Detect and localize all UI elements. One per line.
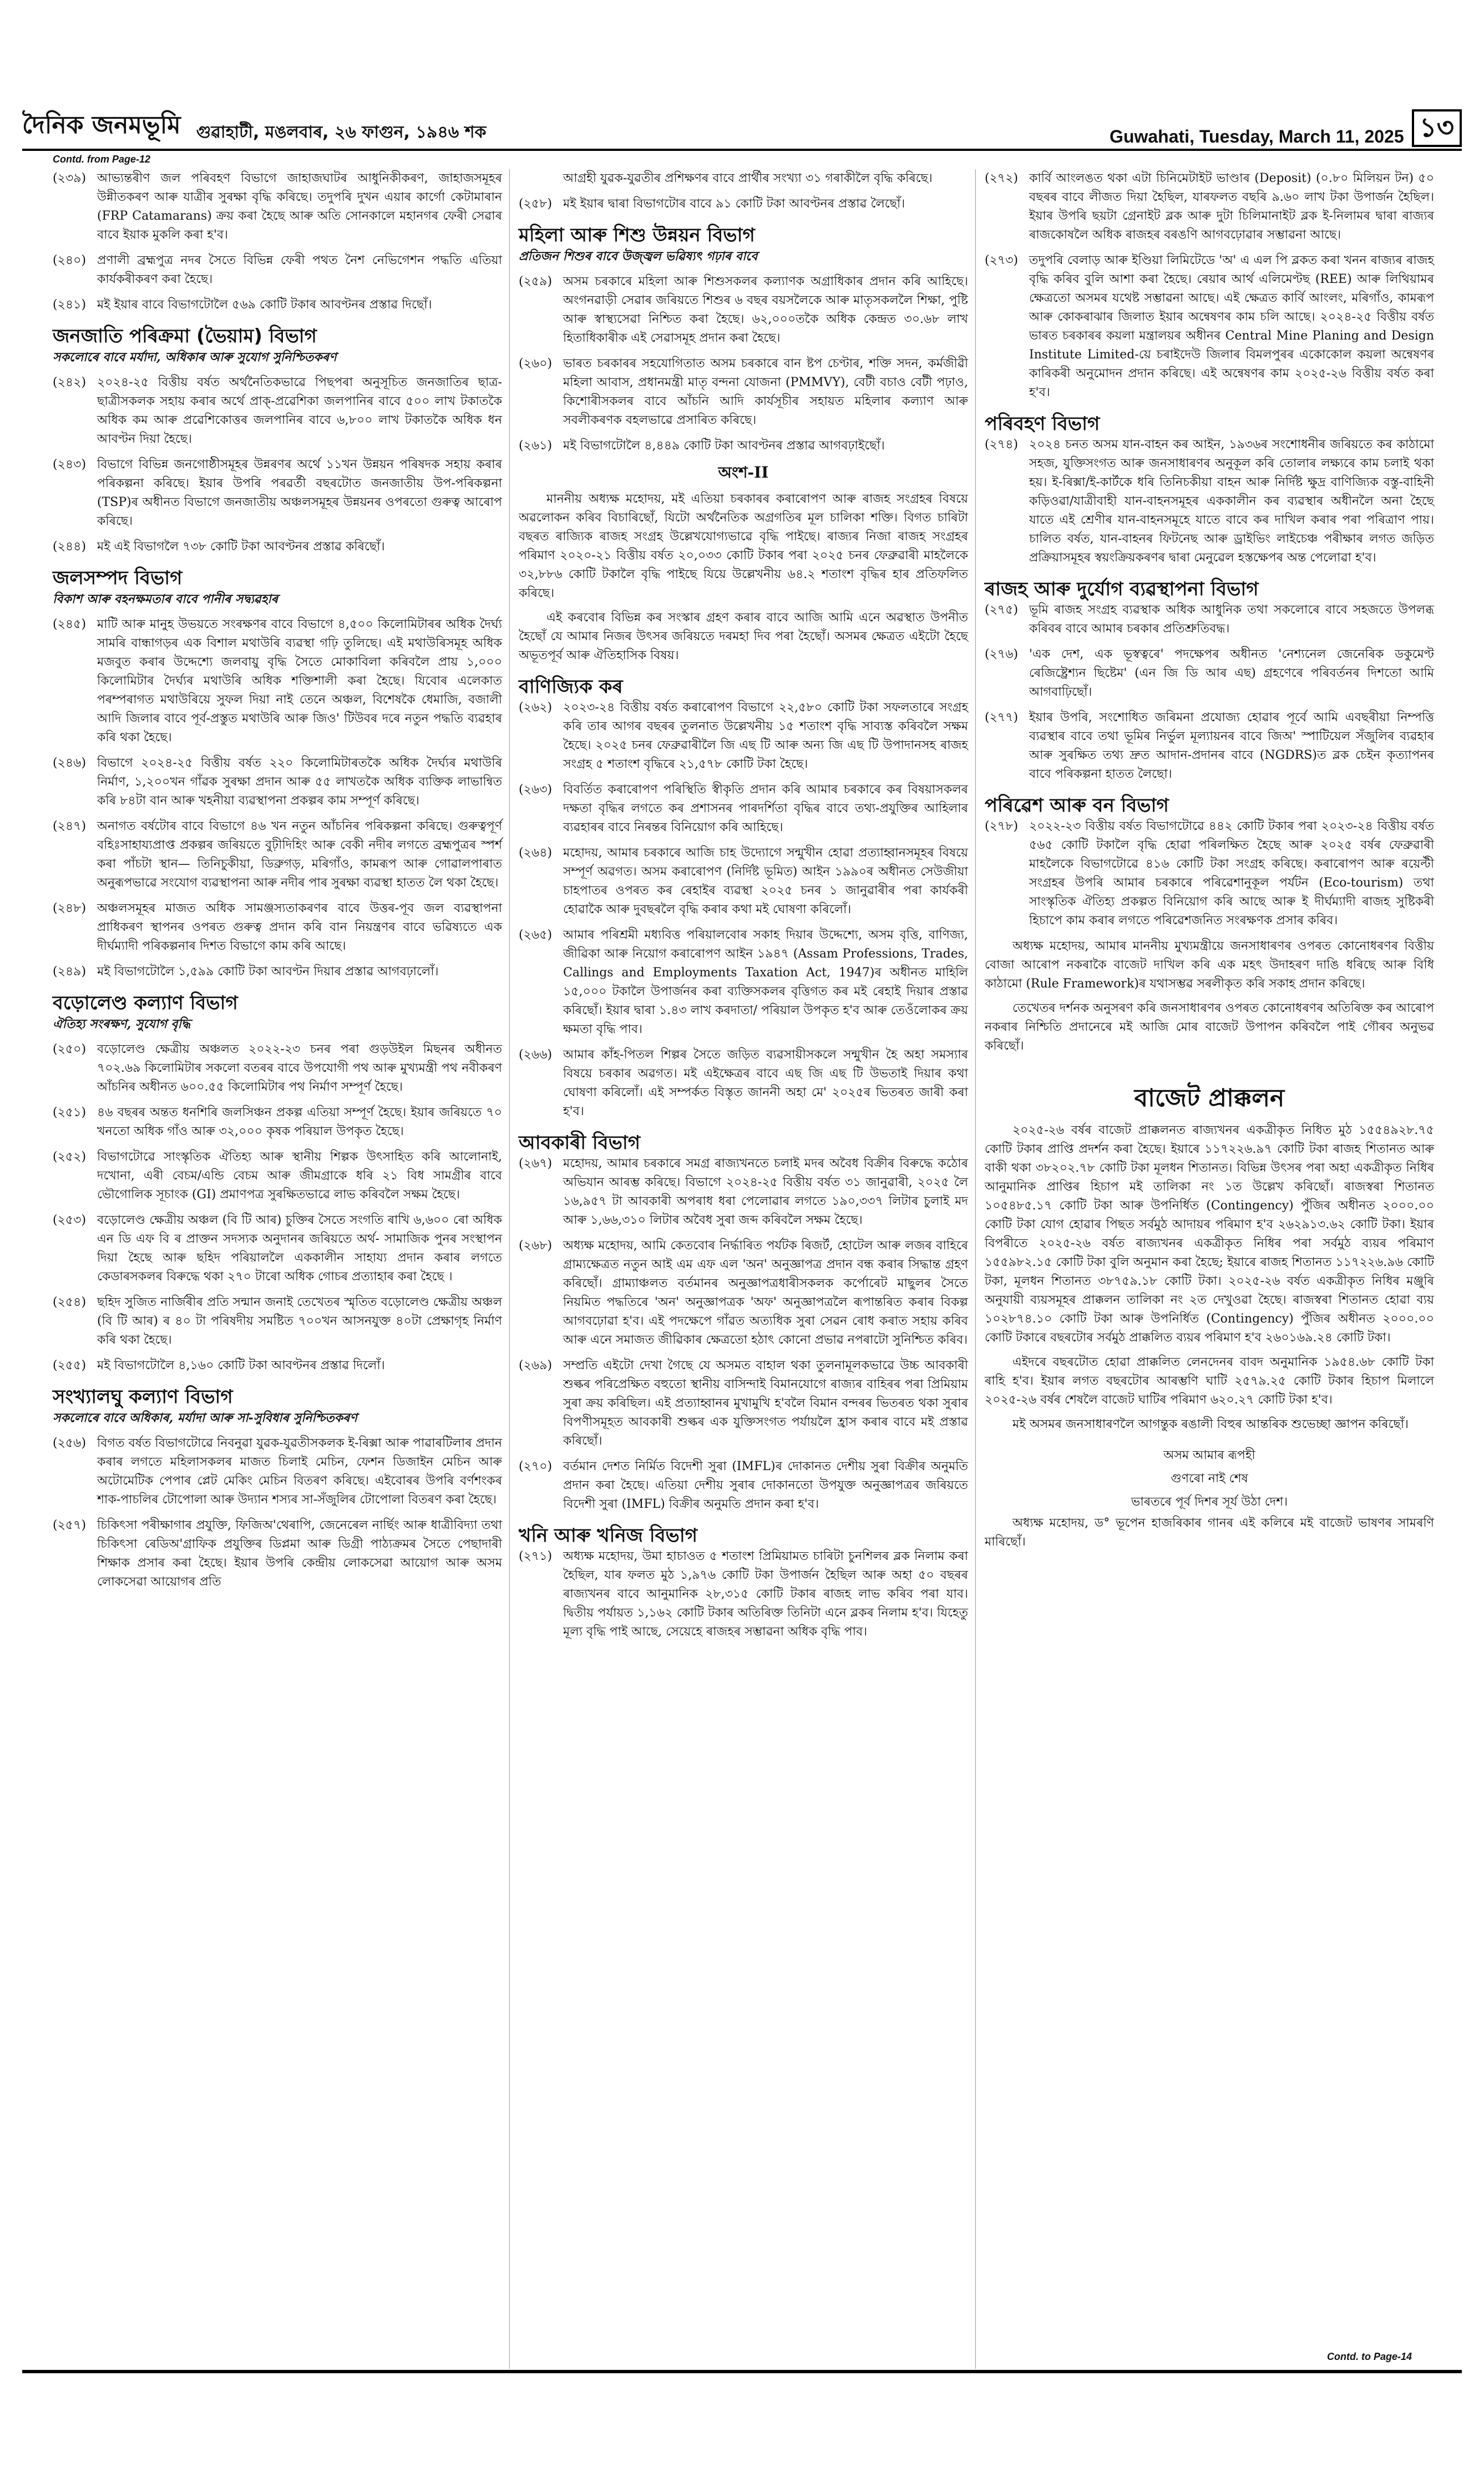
numbered-paragraph (53, 538, 502, 556)
paragraph-number: (২৭২) (985, 171, 1019, 185)
numbered-paragraph (53, 1356, 502, 1375)
numbered-paragraph (53, 817, 502, 893)
paragraph-number: (২৭৮) (985, 819, 1019, 833)
numbered-paragraph (53, 1293, 502, 1350)
numbered-list (53, 169, 502, 315)
paragraph-number: (২৪২) (53, 376, 87, 389)
numbered-paragraph (519, 1356, 968, 1451)
paragraph-text: অধ্যক্ষ মহোদয়, আমি কেতবোৰ নিৰ্দ্ধাৰিত পৰ্যটক ৰিজৰ্ট, হোটেল আৰু লজৰ বাহিৰে গ্ৰাম্যক্ষেত্ৰত নতুন আই এম এফ এল 'অন' অনুজ্ঞাপত্ৰ প্ৰদান বন্ধ কৰাৰ সিদ্ধান্ত গ্ৰহণ কৰিছোঁ। গ্ৰাম্যাঞ্চলত বৰ্তমানৰ অনুজ্ঞাপত্ৰধাৰীসকলক কৰ্পোৰেট মাছুলৰ সৈতে নিয়মিত পদ্ধতিৰে 'অন' অনুজ্ঞাপত্ৰক 'অফ' অনুজ্ঞাপত্ৰলৈ ৰূপান্তৰিত কৰাৰ বিকল্প আগবঢ়োৱা হ'ব। এই পদক্ষেপে গাঁৱত অত্যধিক সুৰা সেৱন ৰোধ কৰাত সহায় কৰিব আৰু এনে সমাজত জীৱিকাৰ ক্ষেত্ৰতো হঠাৎ কোনো প্ৰভাৱ নপৰাটো সুনিশ্চিত কৰিব। (563, 1239, 968, 1347)
page-number: ১৩ (1412, 109, 1462, 147)
column-2 (519, 169, 968, 1648)
paragraph-text: মহোদয়, আমাৰ চৰকাৰে আজি চাহ উদ্যোগে সন্মুখীন হোৱা প্ৰত্যাহ্বানসমূহৰ বিষয়ে সম্পূৰ্ণ অৱগত। অসম কৰাৰোপণ (নিৰ্দিষ্ট ভূমিত) আইন ১৯৯০ৰ অধীনত সেউজীয়া চাহপাতৰ ওপৰত কৰ ৰেহাইৰ ব্যৱস্থা ২০২৫ চনৰ ১ জানুৱাৰীৰ পৰা কাৰ্যকৰী হোৱাকৈ আৰু দুবছৰলৈ বৃদ্ধি কৰাৰ কথা মই ঘোষণা কৰিলোঁ। (563, 846, 968, 916)
paragraph-text: ভাৰত চৰকাৰৰ সহযোগিতাত অসম চৰকাৰে বান ষ্টপ চেণ্টাৰ, শক্তি সদন, কৰ্মজীৱী মহিলা আবাস, প্ৰধানমন্ত্ৰী মাতৃ বন্দনা যোজনা (PMMVY), বেটী বচাও বেটী পঢ়াও, কিশোৰীসকলৰ বাবে আঁচনি আদি কাৰ্যসূচীৰ সহায়ত মহিলাৰ কল্যাণ আৰু সবলীকৰণক বহলভাৱে প্ৰসাৰিত কৰিছে। (563, 357, 968, 427)
numbered-paragraph (53, 963, 502, 981)
masthead-right (1110, 109, 1462, 147)
header-rule (22, 149, 1462, 151)
numbered-paragraph (519, 272, 968, 348)
numbered-paragraph (519, 437, 968, 455)
paragraph-text: প্ৰণালী ব্ৰহ্মপুত্ৰ নদৰ সৈতে বিভিন্ন ফেৰী পথত নৈশ নেভিগেশন পদ্ধতি এতিয়া কাৰ্যকৰীকৰণ কৰা হৈছে। (97, 254, 502, 286)
paragraph-text: মই ইয়াৰ বাবে বিভাগটোলৈ ৫৬৯ কোটি টকাৰ আবণ্টনৰ প্ৰস্তাৱ দিছোঁ। (97, 298, 432, 312)
numbered-paragraph (519, 844, 968, 919)
paragraph-number: (২৪৯) (53, 965, 87, 979)
paragraph-number: (২৭০) (519, 1460, 553, 1473)
paragraph-number: (২৪১) (53, 298, 87, 312)
paragraph-text: বিবৰ্তিত কৰাৰোপণ পৰিস্থিতি স্বীকৃতি প্ৰদান কৰি আমাৰ চৰকাৰে কৰ বিষয়াসকলৰ দক্ষতা বৃদ্ধিৰ লগতে কৰ প্ৰশাসনৰ পাৰদৰ্শিতা বৃদ্ধিৰ বাবে তথ্য-প্ৰযুক্তিৰ আহিলাৰ ব্যৱহাৰৰ বাবে নিৰন্তৰ বিনিয়োগ কৰি আহিছে। (563, 783, 968, 834)
numbered-list (53, 615, 502, 981)
paragraph-text: বিভাগে বিভিন্ন জনগোষ্ঠীসমূহৰ উন্নৰণৰ অৰ্থে ১১খন উন্নয়ন পৰিষদক সহায় কৰাৰ পৰিকল্পনা কৰিছে। ইয়াৰ উপৰি পৰৱৰ্তী বছৰটোত জনজাতীয় উপ-পৰিকল্পনা (TSP)ৰ অধীনত বিভাগে জনজাতীয় অঞ্চলসমূহৰ উন্নয়নৰ ওপৰতো গুৰুত্ব আৰোপ কৰিছে। (97, 458, 502, 528)
paragraph-text: অধ্যক্ষ মহোদয়, উমা হাচাওত ৫ শতাংশ প্ৰিমিয়ামত চাৰিটা চুনশিলৰ ব্লক নিলাম কৰা হৈছিল, যাৰ ফলত মুঠ ১,৯৭৬ কোটি টকা উপাৰ্জন হৈছিল আৰু অহা ৫০ বছৰৰ ৰাজ্যখনৰ বাবে আনুমানিক ২৮,৩১৫ কোটি টকাৰ ৰাজহ লাভ কৰিব পৰা যাব। দ্বিতীয় পৰ্যায়ত ১,১৬২ কোটি টকাৰ অতিৰিক্ত তিনিটা এনে ব্লকৰ নিলাম হ'ব। যিহেতু মূল্য বৃদ্ধি পাই আছে, সেয়েহে ৰাজহৰ সম্ভাৱনা অধিক বৃদ্ধি পাব। (563, 1549, 968, 1639)
masthead-left (22, 107, 487, 147)
numbered-paragraph (53, 251, 502, 289)
paragraph-text: সম্প্ৰতি এইটো দেখা গৈছে যে অসমত বাহাল থকা তুলনামূলকভাৱে উচ্চ আবকাৰী শুল্কৰ পৰিপ্ৰেক্ষিত বহুতো স্থানীয় বাসিন্দাই বিমানযোগে ৰাজ্যৰ বাহিৰৰ পৰা প্ৰিমিয়াম সুৰা ক্ৰয় কৰিছিল। এই প্ৰত্যাহ্বানৰ মুখামুখি হ'বলৈ বিমান বন্দৰৰ ভিতৰত থকা সুৰাৰ বিপণীসমূহত আবকাৰী শুল্কৰ এক যুক্তিসংগত পৰ্যায়লৈ হ্ৰাস কৰাৰ বাবে মই প্ৰস্তাৱ কৰিছোঁ। (563, 1359, 968, 1448)
section-subheading: প্ৰতিজন শিশুৰ বাবে উজ্জ্বল ভৱিষ্যৎ গঢ়াৰ বাবে (519, 249, 758, 264)
numbered-list (519, 272, 968, 455)
numbered-paragraph (53, 1516, 502, 1592)
paragraph-number: (২৬৫) (519, 928, 553, 942)
paragraph-text: মই বিভাগটোলৈ ৪,১৬০ কোটি টকা আবণ্টনৰ প্ৰস্তাৱ দিলোঁ। (97, 1359, 385, 1372)
continued-to-note: Contd. to Page-14 (1326, 2351, 1412, 2362)
numbered-paragraph (985, 435, 1434, 568)
paragraph-text: মহোদয়, আমাৰ চৰকাৰে সমগ্ৰ ৰাজ্যখনতে চলাই মদৰ অবৈধ বিক্ৰীৰ বিৰুদ্ধে কঠোৰ অভিযান আৰম্ভ কৰিছে। বিভাগে ২০২৪-২৫ বিত্তীয় বৰ্ষত ৩১ জানুৱাৰী, ২০২৫ লৈ ১৬,৯৫৭ টা আবকাৰী অপৰাধ ধৰা পেলোৱাৰ লগতে ১৯০,৩৩৭ লিটাৰ চুলাই মদ আৰু ১,৬৬,৩১০ লিটাৰ অবৈধ সুৰা জব্দ কৰিবলৈ সক্ষম হৈছে। (563, 1157, 968, 1227)
numbered-list (519, 1547, 968, 1642)
numbered-paragraph (519, 781, 968, 837)
numbered-paragraph (985, 708, 1434, 784)
paragraph-text: বিগত বৰ্ষত বিভাগটোৱে নিবনুৱা যুৱক-যুৱতীসকলক ই-ৰিক্সা আৰু পাৱাৰটিলাৰ প্ৰদান কৰাৰ লগতে মহিলাসকলৰ মাজত চিলাই মেচিন, ফেশন ডিজাইন মেচিন আৰু অটোমেটিক পেপাৰ প্লেট মেকিং মেচিন বিতৰণ কৰিছে। এইবোৰৰ উপৰি বৰ্ণশংকৰ শাক-পাচলিৰ টোপোলা আৰু উদ্যান শস্যৰ সা-সঁজুলিৰ টোপোলা বিতৰণ কৰা হৈছে। (97, 1436, 502, 1507)
numbered-paragraph (519, 698, 968, 774)
numbered-list (53, 373, 502, 556)
paragraph-text: ভূমি ৰাজহ সংগ্ৰহ ব্যৱস্থাক অধিক আধুনিক তথা সকলোৰে বাবে সহজতে উপলব্ধ কৰিবৰ বাবে আমাৰ চৰকাৰ প্ৰতিশ্ৰুতিবদ্ধ। (1029, 603, 1434, 636)
paragraph-text: আমাৰ কাঁহ-পিতল শিল্পৰ সৈতে জড়িত ব্যৱসায়ীসকলে সন্মুখীন হৈ অহা সমস্যাৰ বিষয়ে চৰকাৰ অৱগত। মই এইক্ষেত্ৰৰ বাবে এছ জি এছ টি উভতাই দিয়াৰ কথা ঘোষণা কৰিলোঁ। এই সম্পৰ্কত বিস্তৃত জাননী অহা মে' ২০২৫ৰ ভিতৰত জাৰী কৰা হ'ব। (563, 1048, 968, 1118)
paragraph-text: ছহিদ সুজিত নাৰ্জিৰীৰ প্ৰতি সন্মান জনাই তেখেতৰ স্মৃতিত বড়োলেণ্ড ক্ষেত্ৰীয় অঞ্চল (বি টি আৰ) ৰ ৪০ টা পৰিষদীয় সমষ্টিত ৭০০খন আসনযুক্ত ৪০টা প্ৰেক্ষাগৃহ নিৰ্মাণ কৰি থকা হৈছে। (97, 1295, 502, 1347)
header-date-english: Guwahati, Tuesday, March 11, 2025 (1110, 126, 1404, 146)
budget-paragraph: মই অসমৰ জনসাধাৰণলৈ আগন্তুক ৰঙালী বিহুৰ আন্তৰিক শুভেচ্ছা জ্ঞাপন কৰিছোঁ। (1012, 1417, 1409, 1431)
paragraph-number: (২৭৪) (985, 438, 1019, 452)
paragraph-number: (২৩৯) (53, 171, 87, 185)
poem-line: অসম আমাৰ ৰূপহী (1163, 1448, 1255, 1462)
paragraph-number: (২৬২) (519, 701, 553, 715)
paragraph-number: (২৫১) (53, 1106, 87, 1119)
numbered-paragraph (519, 1547, 968, 1642)
poem-line: ভাৰতৰে পূৰ্ব দিশৰ সূৰ্য উঠা দেশ। (1131, 1495, 1288, 1509)
paragraph-text: আগ্ৰহী যুৱক-যুৱতীৰ প্ৰশিক্ষণৰ বাবে প্ৰাৰ্থীৰ সংখ্যা ৩১ গৰাকীলৈ বৃদ্ধি কৰিছে। (563, 171, 933, 185)
section-subheading: সকলোৰে বাবে অধিকাৰ, মৰ্যাদা আৰু সা-সুবিধাৰ সুনিশ্চিতকৰণ (53, 1411, 357, 1425)
poem-line: গুণৰো নাই শেষ (1171, 1472, 1248, 1486)
numbered-paragraph (53, 1103, 502, 1141)
paragraph-number: (২৫৮) (519, 197, 553, 211)
paragraph-number: (২৬০) (519, 357, 553, 371)
paragraph-text: আভ্যন্তৰীণ জল পৰিবহণ বিভাগে জাহাজঘাটৰ আধুনিকীকৰণ, জাহাজসমূহৰ উন্নীতকৰণ আৰু যাত্ৰীৰ সুৰক্ষা বৃদ্ধি কৰিছে। তদুপৰি দুখন এয়াৰ কাৰ্গো কেটামাৰান (FRP Catamarans) ক্ৰয় কৰা হৈছে আৰু অতি সোনকালে মহানগৰ ফেৰী সেৱাৰ বাবে ইয়াক মুকলি কৰা হ'ব। (97, 171, 502, 242)
continued-paragraph (519, 169, 968, 188)
paragraph-number: (২৫৩) (53, 1213, 87, 1227)
paragraph-number: (২৪৩) (53, 458, 87, 472)
section-heading: পৰিবহণ বিভাগ (985, 413, 1100, 435)
body-paragraph: মাননীয় অধ্যক্ষ মহোদয়, মই এতিয়া চৰকাৰৰ কৰাৰোপণ আৰু ৰাজহ সংগ্ৰহৰ বিষয়ে অৱলোকন কৰিব বিচাৰিছোঁ, যিটো অৰ্থনৈতিক অগ্ৰগতিৰ মূল চালিকা শক্তি। বিগত চাৰিটা বছৰত ৰাজ্যিক ৰাজহ সংগ্ৰহ উল্লেখযোগ্যভাৱে বৃদ্ধি পাইছে। ৰাজ্যৰ নিজা ৰাজহ সংগ্ৰহৰ পৰিমাণ ২০২০-২১ বিত্তীয় বৰ্ষত ২০,০৩৩ কোটি টকাৰ পৰা ২০২৫ চনৰ ফেব্ৰুৱাৰী মাহলৈকে ৩২,৮৮৬ কোটি টকালৈ বৃদ্ধি পাইছে যিয়ে উল্লেখনীয় ৬৪.২ শতাংশ বৃদ্ধিৰ হাৰ প্ৰতিফলিত কৰিছে। (519, 492, 968, 600)
numbered-list (985, 435, 1434, 568)
paragraph-number: (২৪৭) (53, 819, 87, 833)
paragraph-number: (২৬৯) (519, 1359, 553, 1372)
numbered-paragraph (53, 1040, 502, 1097)
section-subheading: সকলোৰে বাবে মৰ্যাদা, অধিকাৰ আৰু সুযোগ সুনিশ্চিতকৰণ (53, 350, 337, 364)
numbered-paragraph (53, 373, 502, 449)
numbered-paragraph (985, 251, 1434, 402)
part-heading: অংশ-II (718, 463, 769, 482)
column-3 (985, 169, 1434, 1557)
paragraph-number: (২৪৮) (53, 901, 87, 915)
paragraph-text: অসম চৰকাৰে মহিলা আৰু শিশুসকলৰ কল্যাণক অগ্ৰাধিকাৰ প্ৰদান কৰি আহিছে। অংগনৱাড়ী সেৱাৰ জৰিয়তে শিশুৰ ৬ বছৰ বয়সলৈকে আৰু মাতৃসকললৈ শিক্ষা, পুষ্টি আৰু স্বাস্থ্যসেৱা নিশ্চিত কৰা হৈছে। ৬২,০০০তকৈ অধিক কেন্দ্ৰত ৩০.৬৮ লাখ হিতাধিকাৰীক এই সেৱাসমূহ প্ৰদান কৰা হৈছে। (563, 275, 968, 345)
section-heading: পৰিৱেশ আৰু বন বিভাগ (985, 794, 1169, 817)
paragraph-text: ৪৬ বছৰৰ অন্তত ধনশিৰি জলসিঞ্চন প্ৰকল্প এতিয়া সম্পূৰ্ণ হৈছে। ইয়াৰ জৰিয়তে ৭০ খনতো অধিক গাঁও আৰু ৩২,০০০ কৃষক পৰিয়াল উপকৃত হৈছে। (97, 1106, 502, 1138)
paragraph-number: (২৫৬) (53, 1436, 87, 1450)
numbered-list (519, 195, 968, 214)
section-heading: জলসম্পদ বিভাগ (53, 567, 183, 589)
paragraph-number: (২৭১) (519, 1549, 553, 1563)
numbered-list (985, 169, 1434, 402)
section-heading: আবকাৰী বিভাগ (519, 1132, 641, 1154)
numbered-paragraph (519, 1154, 968, 1230)
paragraph-number: (২৭৬) (985, 647, 1019, 661)
closing-paragraph: অধ্যক্ষ মহোদয়, ড° ভূপেন হাজৰিকাৰ গানৰ এই কলিৰে মই বাজেট ভাষণৰ সামৰণি মাৰিছোঁ। (985, 1516, 1434, 1549)
page-header (22, 108, 1462, 147)
paragraph-text: ২০২৪-২৫ বিত্তীয় বৰ্ষত অৰ্থনৈতিকভাৱে পিছপৰা অনুসূচিত জনজাতিৰ ছাত্ৰ-ছাত্ৰীসকলক সহায় কৰাৰ অৰ্থে প্ৰাক্-প্ৰৱেশিকা জলপানিৰ বাবে ৫০০ লাখ টকাতকৈ অধিক কম আৰু প্ৰৱেশিকোত্তৰ জলপানিৰ বাবে ৬,৮০০ লাখ টকাতকৈ অধিক ধন আবণ্টন দিয়া হৈছে। (97, 376, 502, 446)
numbered-list (985, 601, 1434, 784)
paragraph-text: অঞ্চলসমূহৰ মাজত অধিক সামঞ্জস্যতাকৰণৰ বাবে উত্তৰ-পূব জল ব্যৱস্থাপনা প্ৰাধিকৰণ স্থাপনৰ ওপৰত গুৰুত্ব প্ৰদান কৰি বান নিয়ন্ত্ৰণৰ বাবে ভৱিষ্যতে এক দীৰ্ঘম্যাদী পৰিকল্পনাৰ দিশত বিভাগে কাম কৰি আছে। (97, 901, 502, 953)
header-date-assamese: গুৱাহাটী, মঙলবাৰ, ২৬ ফাগুন, ১৯৪৬ শক (196, 123, 487, 142)
paragraph-text: মাটি আৰু মানুহ উভয়তে সংৰক্ষণৰ বাবে বিভাগে ৪,৫০০ কিলোমিটাৰৰ অধিক দৈৰ্ঘ্য সামৰি বান্ধাগড়ৰ এক বিশাল মথাউৰি ব্যৱস্থা গঢ়ি তুলিছে। এই মথাউৰিসমূহ অধিক মজবুত কৰাৰ উদ্দেশ্যে জলবায়ু বৃদ্ধি সৈতে মোকাবিলা কৰিবলৈ প্ৰায় ১,০০০ কিলোমিটাৰ দৈৰ্ঘ্যৰ মথাউৰি অধিক শক্তিশালী কৰা হৈছে। যিবোৰ এলেকাত পৰম্পৰাগত মথাউৰিয়ে সুফল দিয়া নাই তেনে অঞ্চল, বিশেষকৈ ধেমাজি, বজালী আদি জিলাৰ বাবে পূৰ্ব-প্ৰস্তুত মথাউৰি আৰু জিও' টিউবৰ দৰে নতুন পদ্ধতি ব্যৱহাৰ কৰি থকা হৈছে। (97, 617, 502, 744)
numbered-paragraph (985, 645, 1434, 702)
budget-paragraph: এইদৰে বছৰটোত হোৱা প্ৰাক্কলিত লেনদেনৰ বাবদ অনুমানিক ১৯৫৪.৬৮ কোটি টকা ৰাহি হ'ব। ইয়াৰ লগত বছৰটোৰ আৰম্ভণি ঘাটি ২৫৭৯.২৫ কোটি টকাৰ হিচাপ মিলালে ২০২৫-২৬ বৰ্ষৰ শেষলৈ বাজেট ঘাটিৰ পৰিমাণ ৬২০.২৭ কোটি টকা হ'ব। (985, 1355, 1434, 1407)
section-heading: জনজাতি পৰিক্ৰমা (ভৈয়াম) বিভাগ (53, 325, 317, 347)
section-heading: ৰাজহ আৰু দুৰ্যোগ ব্যৱস্থাপনা বিভাগ (985, 578, 1259, 600)
numbered-list (519, 1154, 968, 1514)
body-paragraph: অধ্যক্ষ মহোদয়, আমাৰ মাননীয় মুখ্যমন্ত্ৰীয়ে জনসাধাৰণৰ ওপৰত কোনোধৰণৰ বিত্তীয় বোজা আৰোপ নকৰাকৈ বাজেট দাখিল কৰি এক মহৎ উদাহৰণ দাঙি ধৰিছে আৰু বিধি কাঠামো (Rule Framework)ৰ যথাসম্ভৱ সৰলীকৃত কৰি সকাহ প্ৰদান কৰিছে। (985, 939, 1434, 991)
paragraph-text: অনাগত বৰ্ষটোৰ বাবে বিভাগে ৪৬ খন নতুন আঁচনিৰ পৰিকল্পনা কৰিছে। গুৰুত্বপূৰ্ণ বহিঃসাহায্যপ্ৰাপ্ত প্ৰকল্পৰ জৰিয়তে বুঢ়ীদিহিং আৰু বেকী নদীৰ লগতে ব্ৰহ্মপুত্ৰৰ স্পৰ্শ কৰা পাঁচটা স্থান— তিনিচুকীয়া, ডিব্ৰুগড়, মৰিগাঁও, কামৰূপ আৰু গোৱালপাৰাত অনুৰূপভাৱে সংযোগ ব্যৱস্থাপনা আৰু নদীৰ পাৰ সুৰক্ষা ব্যৱস্থা হাতত লৈ থকা হৈছে। (97, 819, 502, 890)
numbered-paragraph (53, 615, 502, 747)
paragraph-number: (২৫৭) (53, 1518, 87, 1532)
numbered-list (985, 817, 1434, 930)
paragraph-number: (২৬১) (519, 439, 553, 453)
paragraph-text: চিকিৎসা পৰীক্ষাগাৰ প্ৰযুক্তি, ফিজিঅ'থেৰাপি, জেনেৰেল নাৰ্ছিং আৰু ধাত্ৰীবিদ্যা তথা চিকিৎসা ৰেডিঅ'গ্ৰাফিক প্ৰযুক্তিৰ ডিপ্লমা আৰু ডিগ্ৰী পাঠ্যক্ৰমৰ সৈতে পেছাদাৰী শিক্ষাক প্ৰসাৰ কৰা হৈছে। ইয়াৰ উপৰি কেন্দ্ৰীয় লোকসেৱা আয়োগ আৰু অসম লোকসেৱা আয়োগৰ প্ৰতি (97, 1518, 502, 1589)
paragraph-text: বৰ্তমান দেশত নিৰ্মিত বিদেশী সুৰা (IMFL)ৰ দোকানত দেশীয় সুৰা বিক্ৰীৰ অনুমতি প্ৰদান কৰা হৈছে। এতিয়া দেশীয় সুৰাৰ দোকানতো উপযুক্ত অনুজ্ঞাপত্ৰৰ জৰিয়তে বিদেশী সুৰা (IMFL) বিক্ৰীৰ অনুমতি প্ৰদান কৰা হ'ব। (563, 1460, 968, 1511)
footer-rule (22, 2370, 1462, 2373)
numbered-paragraph (519, 1457, 968, 1514)
paragraph-text: বড়োলেণ্ড ক্ষেত্ৰীয় অঞ্চলত ২০২২-২৩ চনৰ পৰা গুড়উইল মিছনৰ অধীনত ৭০২.৬৯ কিলোমিটাৰ সকলো বতৰৰ বাবে উপযোগী পথ আৰু মুখ্যমন্ত্ৰী পথ নবীকৰণ আঁচনিৰ অধীনত ৬০০.৫৫ কিলোমিটাৰ পথ নিৰ্মাণ সম্পূৰ্ণ হৈছে। (97, 1042, 502, 1094)
paragraph-number: (২৫৫) (53, 1359, 87, 1372)
numbered-paragraph (519, 926, 968, 1039)
column-1 (53, 169, 502, 1598)
numbered-paragraph (53, 455, 502, 531)
numbered-list (53, 1040, 502, 1375)
numbered-paragraph (53, 296, 502, 315)
section-heading: মহিলা আৰু শিশু উন্নয়ন বিভাগ (519, 224, 755, 246)
paragraph-number: (২৬৮) (519, 1239, 553, 1253)
paragraph-text: ২০২২-২৩ বিত্তীয় বৰ্ষত বিভাগটোৱে ৪৪২ কোটি টকাৰ পৰা ২০২৩-২৪ বিত্তীয় বৰ্ষত ৫৬৫ কোটি টকালৈ বৃদ্ধি হোৱা পৰিলক্ষিত হৈছে আৰু ২০২৫ বৰ্ষৰ ফেব্ৰুৱাৰী মাহলৈকে বিভাগটোৱে ৪১৬ কোটি টকা সংগ্ৰহ কৰিছে। কৰাৰোপণ আৰু ৰয়েল্টী সংগ্ৰহৰ উপৰি আমাৰ চৰকাৰে পৰিৱেশানুকূল পৰ্যটন (Eco-tourism) তথা সাংস্কৃতিক ঐতিহ্য প্ৰকল্পত বিনিয়োগ কৰি আছে আৰু ই দীৰ্ঘম্যাদী ৰাজহ সুষ্টিকৰী হিচাপে কাম কৰাৰ লগতে পৰিৱেশজনিত সংৰক্ষণক প্ৰসাৰ কৰিব। (1029, 819, 1434, 928)
section-subheading: বিকাশ আৰু বহনক্ষমতাৰ বাবে পানীৰ সদ্ব্যৱহাৰ (53, 592, 278, 606)
paragraph-text: ইয়াৰ উপৰি, সংশোধিত জৰিমনা প্ৰযোজ্য হোৱাৰ পূৰ্বে আমি এবছৰীয়া নিম্পত্তি ব্যৱস্থাৰ বাবে তথা ভূমিৰ নিৰ্ভুল মূল্যায়নৰ বাবে জিঅ' স্পাটিয়েল সঁজুলিৰ ব্যৱহাৰ আৰু সুৰক্ষিত তথ্য দ্ৰুত আদান-প্ৰদানৰ বাবে (NGDRS)ত ব্লক চেইন কৃত্যাপনৰ বাবে পৰিকল্পনা হাতত লৈছো। (1029, 711, 1434, 781)
numbered-list (53, 1434, 502, 1592)
numbered-paragraph (53, 1211, 502, 1286)
paragraph-text: মই এই বিভাগলৈ ৭৩৮ কোটি টকা আবণ্টনৰ প্ৰস্তাৱ কৰিছোঁ। (97, 540, 385, 554)
paragraph-number: (২৪৪) (53, 540, 87, 554)
body-paragraph: তেখেতৰ দৰ্শনক অনুসৰণ কৰি জনসাধাৰণৰ ওপৰত কোনোধৰণৰ অতিৰিক্ত কৰ আৰোপ নকৰাৰ নিশ্চিতি প্ৰদানেৰে মই আজি মোৰ বাজেট উপাপন কৰিবলৈ পাই গৌৰব অনুভৱ কৰিছোঁ। (985, 1001, 1434, 1053)
budget-heading: বাজেট প্ৰাক্কলন (1134, 1084, 1285, 1112)
column-divider (509, 169, 510, 2369)
paragraph-number: (২৬৬) (519, 1048, 553, 1062)
section-heading: সংখ্যালঘু কল্যাণ বিভাগ (53, 1386, 233, 1408)
numbered-paragraph (53, 1148, 502, 1204)
paragraph-number: (২৫০) (53, 1042, 87, 1056)
body-paragraph: এই কৰবোৰ বিভিন্ন কৰ সংস্কাৰ গ্ৰহণ কৰাৰ বাবে আজি আমি এনে অৱস্থাত উপনীত হৈছোঁ যে আমাৰ নিজৰ উৎসৰ জৰিয়তে দৰমহা দিব পৰা হৈছোঁ। অসমৰ ক্ষেত্ৰত এইটো হৈছে অভূতপূৰ্ব আৰু ঐতিহাসিক বিষয়। (519, 611, 968, 662)
paragraph-number: (২৫৪) (53, 1295, 87, 1309)
paragraph-text: ২০২৪ চনত অসম যান-বাহন কৰ আইন, ১৯৩৬ৰ সংশোধনীৰ জৰিয়তে কৰ কাঠামো সহজ, যুক্তিসংগত আৰু জনসাধাৰণৰ অনুকূল কৰি তোলাৰ লক্ষ্যৰে কাম চলাই থকা হয়। ই-ৰিক্সা/ই-কাৰ্টকে ধৰি তিনিচকীয়া বাহন আৰু নিৰ্দিষ্ট ক্ষুদ্ৰ বাণিজ্যিক বস্তু-বাহিনী কড়িওৱা/যাত্ৰীবাহী যান-বাহনসমূহৰ এককালীন কৰ ব্যৱস্থাৰ অধীনলৈ অনা হৈছে যাতে এই শ্ৰেণীৰ যান-বাহনসমূহে যাতে বাবে কৰ দাখিল কৰাৰ পৰা পৰিত্ৰাণ পায়। চালিত বৰ্ষত, যান-বাহনৰ ফিটনেছ আৰু ড্ৰাইভিং লাইচেঞ্চ পৰীক্ষাৰ লগত জড়িত প্ৰক্ৰিয়াসমূহৰ স্বয়ংক্ৰিয়কৰণৰ দ্বাৰা মেনুৱেল হস্তক্ষেপৰ অন্ত পেলোৱা হ'ব। (1029, 438, 1434, 565)
numbered-paragraph (53, 754, 502, 810)
paragraph-number: (২৫৯) (519, 275, 553, 288)
paragraph-text: 'এক দেশ, এক ভূস্বত্বৰে' পদক্ষেপৰ অধীনত 'নেশ্যনেল জেনেৰিক ডকুমেণ্ট ৰেজিষ্ট্ৰেশ্যন ছিষ্টেম' (এন জি ডি আৰ এছ) গ্ৰহণেৰে পৰিবৰ্তনৰ দিশতো আমি আগবাঢ়িছোঁ। (1029, 647, 1434, 699)
continued-from-note: Contd. from Page-12 (53, 154, 151, 165)
numbered-paragraph (519, 1046, 968, 1121)
numbered-paragraph (53, 899, 502, 956)
paragraph-text: বিভাগে ২০২৪-২৫ বিত্তীয় বৰ্ষত ২২০ কিলোমিটাৰতকৈ অধিক দৈৰ্ঘ্যৰ মথাউৰি নিৰ্মাণ, ১,২০০খন গাঁৱক সুৰক্ষা প্ৰদান আৰু ৫৫ লাখতকৈ অধিক ব্যক্তিক লাভান্বিত কৰি ৮৪টা বান আৰু খহনীয়া ব্যৱস্থাপনা প্ৰকল্পৰ কাম সম্পূৰ্ণ কৰিছে। (97, 756, 502, 808)
section-heading: বাণিজ্যিক কৰ (519, 676, 623, 698)
section-heading: খনি আৰু খনিজ বিভাগ (519, 1524, 698, 1547)
numbered-paragraph (519, 1237, 968, 1350)
paragraph-number: (২৭৭) (985, 711, 1019, 725)
paragraph-text: মই ইয়াৰ দ্বাৰা বিভাগটোৰ বাবে ৯১ কোটি টকা আবণ্টনৰ প্ৰস্তাৱ লৈছোঁ। (563, 197, 905, 211)
paragraph-text: কাৰ্বি আংলঙত থকা এটা চিনিমেটাইট ভাণ্ডাৰ (Deposit) (০.৮০ মিলিয়ন টন) ৫০ বছৰৰ বাবে লীজত দিয়া হৈছিল, যাৰফলত বছৰি ৯.৬০ লাখ টকা উপাৰ্জন হৈছিল। ইয়াৰ উপৰি ছয়টা গ্ৰেনাইট ব্লক আৰু দুটা চিলিমানাইট ব্লক ই-নিলামৰ দ্বাৰা ৰাজ্যৰ ৰাজকোষলৈ অধিক ৰাজহৰ বৰঙণি আগবঢ়োৱাৰ সম্ভাৱনা আছে। (1029, 171, 1434, 242)
numbered-paragraph (53, 169, 502, 245)
paragraph-number: (২৪৬) (53, 756, 87, 770)
paragraph-text: বিভাগটোৱে সাংস্কৃতিক ঐতিহ্য আৰু স্থানীয় শিল্পক উৎসাহিত কৰি আলোনাই, দখোনা, এৰী বেচম/এন্ডি বেচম আৰু জীমগ্ৰাকে ধৰি ২১ বিধ সামগ্ৰীৰ বাবে ভৌগোলিক সূচাংক (GI) প্ৰমাণপত্ৰ সুৰক্ষিতভাৱে লাভ কৰিবলৈ সক্ষম হৈছে। (97, 1150, 502, 1202)
numbered-paragraph (519, 195, 968, 214)
paragraph-number: (২৭৫) (985, 603, 1019, 617)
section-heading: বড়োলেণ্ড কল্যাণ বিভাগ (53, 992, 238, 1014)
numbered-paragraph (519, 354, 968, 430)
numbered-paragraph (53, 1434, 502, 1509)
paragraph-number: (২৪৫) (53, 617, 87, 631)
poem-verse (985, 1444, 1434, 1514)
paragraph-number: (২৪০) (53, 254, 87, 267)
paragraph-text: বড়োলেণ্ড ক্ষেত্ৰীয় অঞ্চল (বি টি আৰ) চুক্তিৰ সৈতে সংগতি ৰাখি ৬,৬০০ ৰো অধিক এন ডি এফ বি ৰ প্ৰাক্তন সদস্যক অনুদানৰ জৰিয়তে অৰ্থ- সামাজিক পুনৰ সংস্থাপন দিয়া হৈছে আৰু ছহিদ পৰিয়াললৈ এককালীন সাহায্য প্ৰদান কৰাৰ লগতে কেডাৰসকলৰ বিৰুদ্ধে থকা ২৭০ টাৰো অধিক গোচৰ প্ৰত্যাহাৰ কৰা হৈছে । (97, 1213, 502, 1284)
paragraph-number: (২৬৭) (519, 1157, 553, 1171)
newspaper-name: দৈনিক জনমভূমি (22, 111, 181, 139)
numbered-paragraph (985, 601, 1434, 639)
numbered-paragraph (985, 169, 1434, 245)
paragraph-number: (২৭৩) (985, 254, 1019, 267)
paragraph-text: মই বিভাগটোলৈ ৪,৪৪৯ কোটি টকা আবণ্টনৰ প্ৰস্তাৱ আগবঢ়াইছোঁ। (563, 439, 885, 453)
paragraph-number: (২৬৩) (519, 783, 553, 797)
paragraph-number: (২৬৪) (519, 846, 553, 860)
budget-paragraph: ২০২৫-২৬ বৰ্ষৰ বাজেট প্ৰাক্কলনত ৰাজ্যখনৰ একত্ৰীকৃত নিধিত মুঠ ১৫৫৪৯২৮.৭৫ কোটি টকাৰ প্ৰাপ্তি প্ৰদৰ্শন কৰা হৈছে। ইয়াৰে ১১৭২২৬.৯৭ কোটি টকা ৰাজহ শিতানত আৰু বাকী থকা ৩৮২০২.৭৮ কোটি টকা মূলধন শিতানত। বিভিন্ন উৎসৰ পৰা অহা একত্ৰীকৃত নিধিৰ আনুমানিক প্ৰাপ্তিৰ হিচাপ মই তালিকা নং ১ত উল্লেখ কৰিছোঁ। ৰাজস্বৰা শিতানত ১০৫৪৮৫.১৭ কোটি টকা আৰু উপনিৰ্ধিত (Contingency) পুঁজিৰ অধীনত ২০০০.০০ কোটি টকা যোগ হোৱাৰ পিছত সৰ্বমুঠ আদায়ৰ পৰিমাণ হ'ব ২৬২৯১৩.৬২ কোটি টকা। ইয়াৰ বিপৰীতে ২০২৫-২৬ বৰ্ষত ৰাজ্যখনৰ একত্ৰীকৃত নিধিৰ পৰা সৰ্বমুঠ ব্যয়ৰ পৰিমাণ ১৫৫৯৮২.১৫ কোটি টকা বুলি অনুমান কৰা হৈছে; ইয়াৰে ৰাজহ শিতানত ১১৭২২৬.৯৬ কোটি টকা, মূলধন শিতানত ৩৮৭৫৯.১৮ কোটি টকা। ২০২৫-২৬ বৰ্ষত একত্ৰীকৃত নিধিৰ মঞ্জুৰি অনুযায়ী ব্যয়সমূহৰ প্ৰাক্কলন তালিকা নং ২ত দেখুওৱা হৈছে। ৰাজস্বৰা শিতানত হোৱা ব্যয় ১০২৮৭৪.১০ কোটি টকা আৰু উপনিৰ্ধিত (Contingency) পুঁজিৰ অধীনত ২০০০.০০ কোটি টকাৰে বছৰটোৰ সৰ্বমুঠ প্ৰাক্কলিত ব্যয়ৰ পৰিমাণ হ'ব ২৬০১৬৯.২৪ কোটি টকা। (985, 1123, 1434, 1345)
numbered-list (519, 698, 968, 1121)
paragraph-text: আমাৰ পৰিশ্ৰমী মধ্যবিত্ত পৰিয়ালবোৰ সকাহ দিয়াৰ উদ্দেশ্যে, অসম বৃত্তি, বাণিজ্য, জীৱিকা আৰু নিয়োগ কৰাৰোপণ আইন ১৯৪৭ (Assam Professions, Trades, Callings and Employments Taxation Act, 1947)ৰ অধীনত মাহিলি ১৫,০০০ টকালৈ উপাৰ্জনৰ কৰা ব্যক্তিসকলৰ বৃত্তিগত কৰ মই ৰেহাই দিয়াৰ প্ৰস্তাৱ কৰিছোঁ। ইয়াৰ দ্বাৰা ১.৪৩ লাখ কৰদাতা/ পৰিয়াল উপকৃত হ'ব আৰু তেওঁলোকৰ ক্ৰয় ক্ষমতা বৃদ্ধি পাব। (563, 928, 968, 1036)
section-subheading: ঐতিহ্য সংৰক্ষণ, সুযোগ বৃদ্ধি (53, 1017, 191, 1031)
paragraph-text: তদুপৰি বেলাড় আৰু ইণ্ডিয়া লিমিটেডে 'অ' এ এল পি ব্লকত কৰা খনন ৰাজ্যৰ ৰাজহ বৃদ্ধি কৰিব বুলি আশা কৰা হৈছে। ৰেয়াৰ আৰ্থ এলিমেণ্টছ (REE) আৰু লিথিয়ামৰ ক্ষেত্ৰতো অসমৰ যথেষ্ট সম্ভাৱনা আছে। এই ক্ষেত্ৰত কাৰ্বি আংলং, মৰিগাঁও, কামৰূপ আৰু কোকৰাঝাৰ জিলাত ইয়াৰ অন্বেষণৰ কাম চলি আছে। ২০২৪-২৫ বিত্তীয় বৰ্ষত ভাৰত চৰকাৰৰ কয়লা মন্ত্ৰালয়ৰ অধীনৰ Central Mine Planing and Design Institute Limited-য়ে চৰাইদেউ জিলাৰ বিমলপুৰৰ একোকোল কয়লা অন্বেষণৰ কাৰিকৰী অনুমোদন প্ৰদান কৰিছে। এই অন্বেষণৰ কাম ২০২৫-২৬ বিত্তীয় বৰ্ষত কৰা হ'ব। (1029, 254, 1434, 399)
paragraph-number: (২৫২) (53, 1150, 87, 1164)
numbered-paragraph (985, 817, 1434, 930)
paragraph-text: মই বিভাগটোলৈ ১,৫৯৯ কোটি টকা আবণ্টন দিয়াৰ প্ৰস্তাৱ আগবঢ়ালোঁ। (97, 965, 439, 979)
paragraph-text: ২০২৩-২৪ বিত্তীয় বৰ্ষত কৰাৰোপণ বিভাগে ২২,৫৮০ কোটি টকা সফলতাৰে সংগ্ৰহ কৰি তাৰ আগৰ বছৰৰ তুলনাত উল্লেখনীয় ১৫ শতাংশ বৃদ্ধি সাব্যস্ত কৰিবলৈ সক্ষম হৈছে। ২০২৫ চনৰ ফেব্ৰুৱাৰীলৈ জি এছ টি আৰু অন্য জি এছ টি উপাদানসহ ৰাজহ সংগ্ৰহ ৫ শতাংশ বৃদ্ধিৰে ২১,৫৭৮ কোটি টকা হৈছে। (563, 701, 968, 771)
column-divider (975, 169, 976, 2369)
